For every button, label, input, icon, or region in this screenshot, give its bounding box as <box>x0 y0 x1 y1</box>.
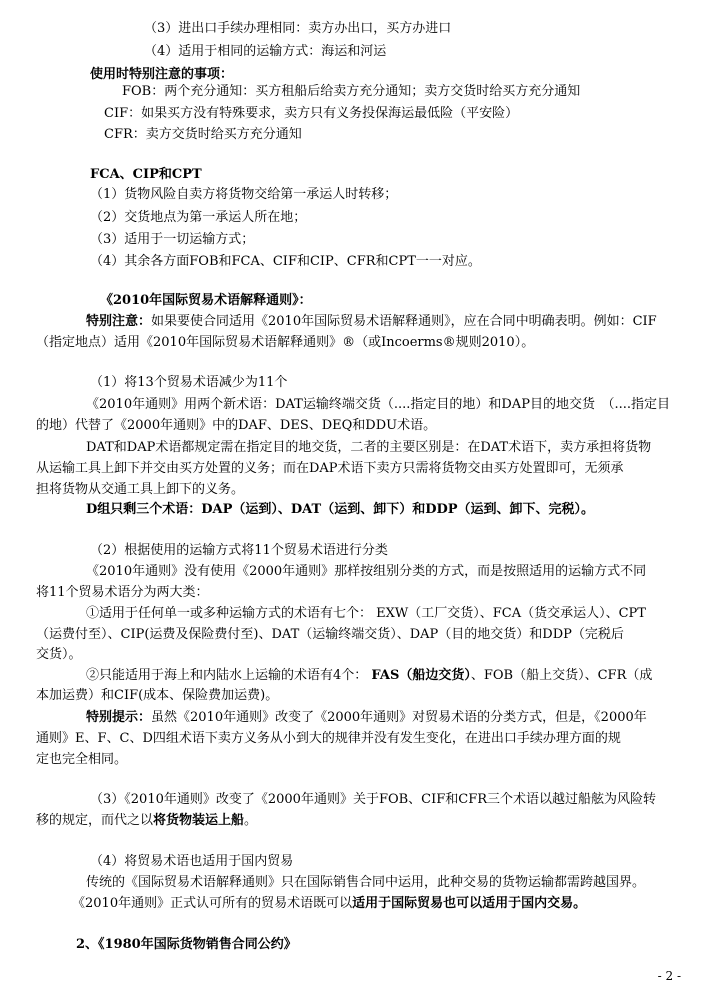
text-line: 《2010年通则》用两个新术语：DAT运输终端交货（....指定目的地）和DAP目的地交货 （....指定目 <box>86 397 670 412</box>
text-line: （1）将13个贸易术语减少为11个 <box>90 375 288 390</box>
text-line: （运费付至）、CIP(运费及保险费付至)、DAT（运输终端交货）、DAP（目的地交货）和DDP（完税后 <box>36 627 624 642</box>
text-line: CIF：如果买方没有特殊要求，卖方只有义务投保海运最低险（平安险） <box>104 106 519 121</box>
page-number: - 2 - <box>657 969 681 983</box>
text-line: ①适用于任何单一或多种运输方式的术语有七个： EXW（工厂交货）、FCA（货交承运人）、CPT <box>86 606 646 621</box>
text-line: （4）适用于相同的运输方式：海运和河运 <box>144 44 387 59</box>
text-line: 定也完全相同。 <box>36 752 128 767</box>
text-line: 通则》E、F、C、D四组术语下卖方义务从小到大的规律并没有发生变化，在进出口手续办理方面的规 <box>36 731 621 746</box>
text-span: 移的规定，而代之以 <box>36 813 154 828</box>
text-line: CFR：卖方交货时给买方充分通知 <box>104 127 302 142</box>
text-line: 将11个贸易术语分为两大类： <box>36 585 209 600</box>
text-line <box>72 894 586 914</box>
section-heading: 《2010年国际贸易术语解释通则》： <box>100 293 312 308</box>
text-line: （2）根据使用的运输方式将11个贸易术语进行分类 <box>90 543 388 558</box>
section-heading: FCA、CIP和CPT <box>90 167 202 182</box>
text-line: （4）其余各方面FOB和FCA、CIF和CIP、CFR和CPT一一对应。 <box>90 254 481 269</box>
text-line <box>36 811 257 831</box>
text-line: 本加运费）和CIF(成本、保险费加运费)。 <box>36 688 279 703</box>
text-line: DAT和DAP术语都规定需在指定目的地交货，二者的主要区别是：在DAT术语下，卖方承担将货物 <box>86 440 652 455</box>
text-span: ②只能适用于海上和内陆水上运输的术语有4个： <box>86 668 368 683</box>
text-line: FOB：两个充分通知：买方租船后给卖方充分通知；卖方交货时给买方充分通知 <box>122 84 581 99</box>
section-heading: 使用时特别注意的事项： <box>90 67 234 82</box>
text-span: 、FOB（船上交货）、CFR（成 <box>470 668 653 683</box>
text-line: （2）交货地点为第一承运人所在地； <box>90 210 307 225</box>
text-span: 如果要使合同适用《2010年国际贸易术语解释通则》，应在合同中明确表明。例如：CIF <box>151 314 657 329</box>
emphasis-span: 适用于国际贸易也可以适用于国内交易。 <box>352 896 587 911</box>
text-line: 的地）代替了《2000年通则》中的DAF、DES、DEQ和DDU术语。 <box>36 418 437 433</box>
text-line <box>86 708 647 728</box>
emphasis-label: 特别注意： <box>86 314 152 329</box>
text-line: 交货）。 <box>36 647 82 662</box>
text-line: 担将货物从交通工具上卸下的义务。 <box>36 482 245 497</box>
text-line: （3）进出口手续办理相同：卖方办出口，买方办进口 <box>144 21 452 36</box>
emphasis-span: FAS（船边交货） <box>371 668 471 683</box>
emphasis-label: 特别提示： <box>86 710 152 725</box>
text-line <box>86 312 657 332</box>
emphasis-span: 将货物装运上船 <box>153 813 245 828</box>
text-span: 《2010年通则》正式认可所有的贸易术语既可以 <box>72 896 353 911</box>
text-line: 传统的《国际贸易术语解释通则》只在国际销售合同中运用，此种交易的货物运输都需跨越国界。 <box>86 875 646 890</box>
text-line <box>86 666 652 686</box>
text-span: 。 <box>244 813 258 828</box>
text-line: （4）将贸易术语也适用于国内贸易 <box>90 854 294 869</box>
text-line: （3）适用于一切运输方式； <box>90 232 255 247</box>
section-heading: 2、《1980年国际货物销售合同公约》 <box>76 937 297 952</box>
text-line: （指定地点）适用《2010年国际贸易术语解释通则》®（或Incoerms®规则2010）。 <box>36 335 535 350</box>
text-line: 《2010年通则》没有使用《2000年通则》那样按组别分类的方式，而是按照适用的运输方式不同 <box>86 564 647 579</box>
text-span: 虽然《2010年通则》改变了《2000年通则》对贸易术语的分类方式，但是，《2000年 <box>151 710 647 725</box>
text-line: （1）货物风险自卖方将货物交给第一承运人时转移； <box>90 187 398 202</box>
bold-statement: D组只剩三个术语：DAP（运到）、DAT（运到、卸下）和DDP（运到、卸下、完税）。 <box>86 502 595 517</box>
text-line: （3）《2010年通则》改变了《2000年通则》关于FOB、CIF和CFR三个术语以越过船舷为风险转 <box>90 792 657 807</box>
text-line: 从运输工具上卸下并交由买方处置的义务；而在DAP术语下卖方只需将货物交由买方处置即可，无须承 <box>36 461 624 476</box>
